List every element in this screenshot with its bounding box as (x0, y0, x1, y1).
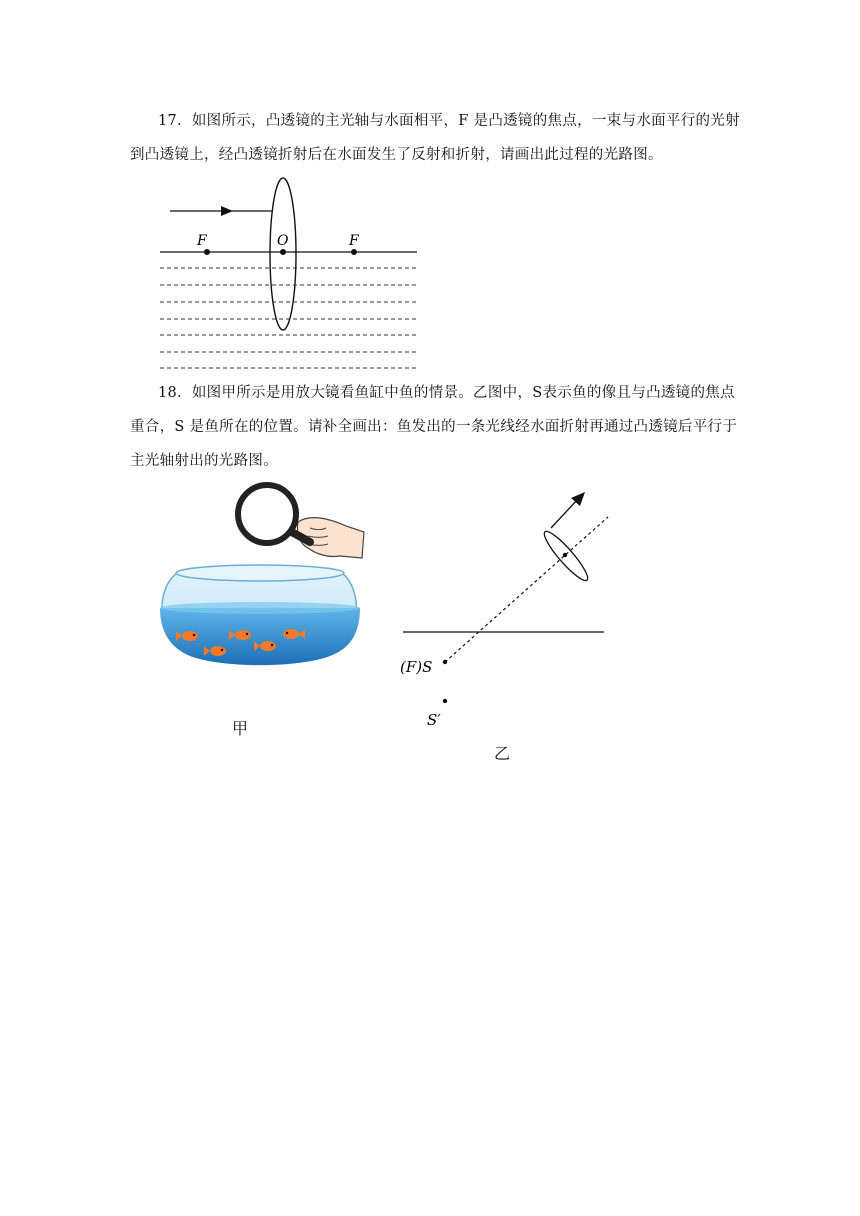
principal-axis-dashed (445, 517, 608, 662)
outgoing-ray (551, 499, 578, 528)
label-F-right: F (349, 233, 359, 249)
question-17-text (130, 104, 745, 172)
water-dashed-lines (160, 268, 417, 368)
label-S-prime: S′ (427, 711, 441, 729)
figure-17-lens-diagram (155, 170, 425, 375)
lens-center-dot (563, 553, 567, 557)
question-18-text (130, 376, 745, 478)
figure-yi-ray-diagram (395, 485, 615, 730)
fishbowl (160, 565, 360, 665)
question-17-body: 17．如图所示，凸透镜的主光轴与水面相平，F 是凸透镜的焦点，一束与水面平行的光射到凸透镜上，经凸透镜折射后在水面发生了反射和折射，请画出此过程的光路图。 (130, 113, 740, 163)
label-O: O (277, 233, 289, 249)
arrow-right-icon (221, 206, 233, 216)
magnifying-glass-icon (238, 485, 310, 543)
figure-jia-caption: 甲 (232, 719, 249, 738)
label-F-S: (F)S (400, 658, 433, 676)
point-S (443, 660, 447, 664)
point-S-prime (443, 699, 447, 703)
question-18-body: 18．如图甲所示是用放大镜看鱼缸中鱼的情景。乙图中，S表示鱼的像且与凸透镜的焦点重合，S 是鱼所在的位置。请补全画出：鱼发出的一条光线经水面折射再通过凸透镜后平行于主光轴射出的光路图。 (130, 385, 738, 469)
focal-point-left (204, 249, 210, 255)
label-F-left: F (197, 233, 207, 249)
figure-jia-fishbowl (150, 478, 375, 678)
focal-point-right (351, 249, 357, 255)
optical-center (280, 249, 286, 255)
figure-yi-caption: 乙 (494, 744, 511, 763)
